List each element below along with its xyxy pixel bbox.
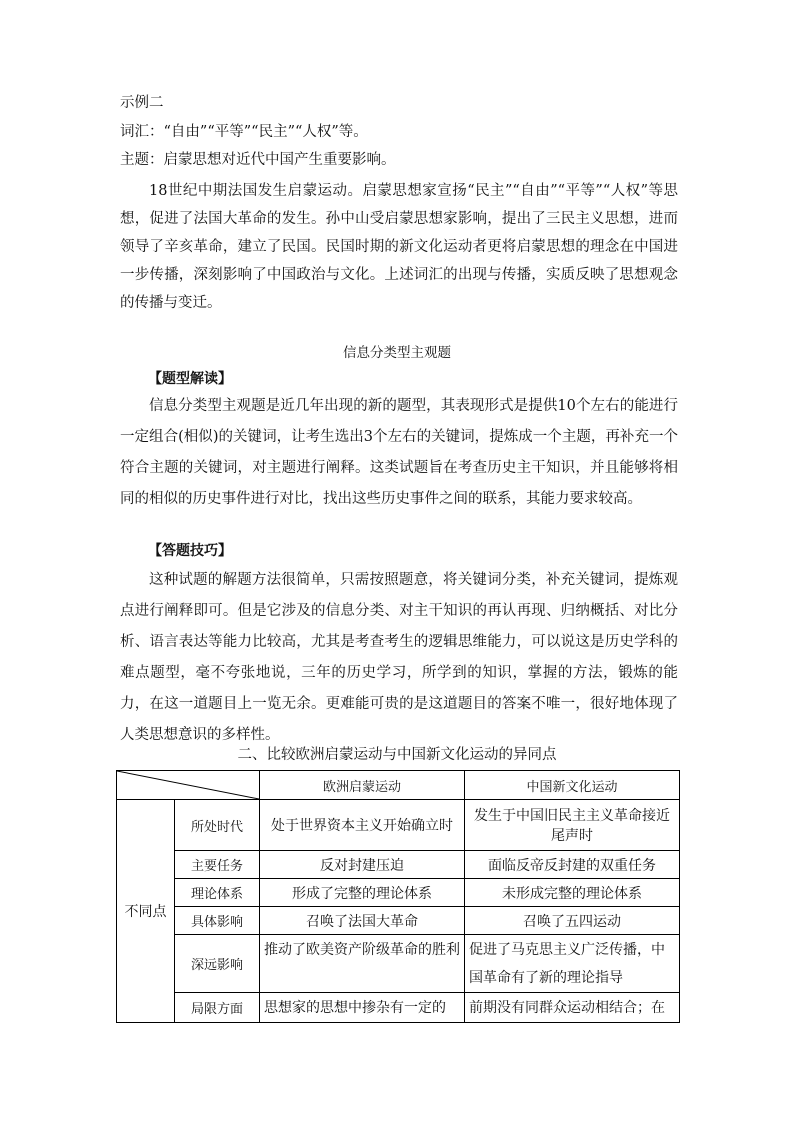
- header-europe: 欧洲启蒙运动: [260, 771, 465, 800]
- europe-cell: 推动了欧美资产阶级革命的胜利: [260, 935, 465, 993]
- europe-cell: 召唤了法国大革命: [260, 907, 465, 935]
- header-china: 中国新文化运动: [465, 771, 680, 800]
- example-vocab: 词汇：“自由”“平等”“民主”“人权”等。: [120, 124, 368, 140]
- row-label: 理论体系: [175, 879, 260, 907]
- row-label: 所处时代: [175, 800, 260, 851]
- table-row: [117, 800, 680, 851]
- table-title: 二、比较欧洲启蒙运动与中国新文化运动的异同点: [237, 747, 557, 763]
- comparison-table: [116, 770, 680, 1023]
- row-label: 具体影响: [175, 907, 260, 935]
- china-cell: 促进了马克思主义广泛传播，中国革命有了新的理论指导: [465, 935, 680, 993]
- group-label: 不同点: [117, 800, 175, 1023]
- example-theme: 主题：启蒙思想对近代中国产生重要影响。: [120, 152, 396, 168]
- china-cell: 前期没有同群众运动相结合；在: [465, 993, 680, 1023]
- table-row: [117, 935, 680, 993]
- europe-cell: 思想家的思想中掺杂有一定的: [260, 993, 465, 1023]
- example-title: 示例二: [120, 95, 164, 111]
- table-row: [117, 879, 680, 907]
- row-label: 局限方面: [175, 993, 260, 1023]
- section-title: 信息分类型主观题: [343, 345, 451, 361]
- europe-cell: 处于世界资本主义开始确立时: [260, 800, 465, 851]
- example-body: 18世纪中期法国发生启蒙运动。启蒙思想家宣扬“民主”“自由”“平等”“人权”等思想，促进了法国大革命的发生。孙中山受启蒙思想家影响，提出了三民主义思想，进而领导了辛亥革命，建立了民国。民国时期的新文化运动者更将启蒙思想的理念在中国进一步传播，深刻影响了中国政治与文化。上述词汇的出现与传播，实质反映了思想观念的传播与变迁。: [120, 183, 678, 311]
- europe-cell: 形成了完整的理论体系: [260, 879, 465, 907]
- china-cell: 未形成完整的理论体系: [465, 879, 680, 907]
- interpret-heading: 【题型解读】: [148, 371, 232, 387]
- table-row: [117, 907, 680, 935]
- diagonal-line: [117, 771, 259, 799]
- table-row: [117, 851, 680, 879]
- table-row: [117, 993, 680, 1023]
- diagonal-corner-cell: [117, 771, 260, 800]
- table-header-row: [117, 771, 680, 800]
- interpret-body: 信息分类型主观题是近几年出现的新的题型，其表现形式是提供10个左右的能进行一定组合(相似)的关键词，让考生选出3个左右的关键词，提炼成一个主题，再补充一个符合主题的关键词，对主题进行阐释。这类试题旨在考查历史主干知识，并且能够将相同的相似的历史事件进行对比，找出这些历史事件之间的联系，其能力要求较高。: [120, 398, 678, 507]
- tips-body: 这种试题的解题方法很简单，只需按照题意，将关键词分类，补充关键词，提炼观点进行阐释即可。但是它涉及的信息分类、对主干知识的再认再现、归纳概括、对比分析、语言表达等能力比较高，尤其是考查考生的逻辑思维能力，可以说这是历史学科的难点题型，毫不夸张地说，三年的历史学习，所学到的知识，掌握的方法，锻炼的能力，在这一道题目上一览无余。更难能可贵的是这道题目的答案不唯一，很好地体现了人类思想意识的多样性。: [120, 572, 678, 743]
- china-cell: 发生于中国旧民主主义革命接近尾声时: [465, 800, 680, 851]
- china-cell: 面临反帝反封建的双重任务: [465, 851, 680, 879]
- tips-heading: 【答题技巧】: [148, 543, 232, 559]
- row-label: 主要任务: [175, 851, 260, 879]
- europe-cell: 反对封建压迫: [260, 851, 465, 879]
- china-cell: 召唤了五四运动: [465, 907, 680, 935]
- row-label: 深远影响: [175, 935, 260, 993]
